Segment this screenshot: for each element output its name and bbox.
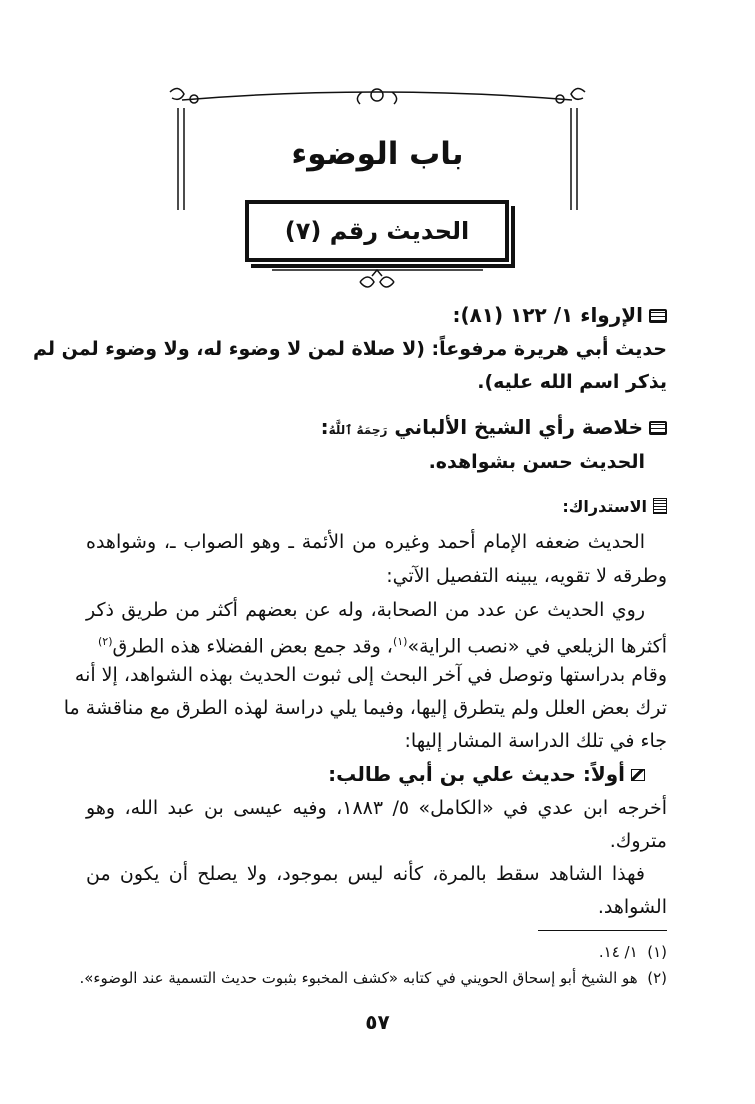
- istidrak-line-1: الحديث ضعفه الإمام أحمد وغيره من الأئمة ـ وهو الصواب ـ، وشواهده: [86, 531, 645, 553]
- summary-text: الحديث حسن بشواهده.: [428, 451, 645, 473]
- hadith-number-label: الحديث رقم (٧): [284, 217, 470, 245]
- istidrak-line-7: جاء في تلك الدراسة المشار إليها:: [404, 730, 667, 752]
- footnote-ref-1[interactable]: (١): [392, 635, 408, 648]
- note-icon: [653, 498, 667, 514]
- istidrak-line-5: وقام بدراستها وتوصل في آخر البحث إلى ثبوت الحديث بهذه الشواهد، إلا أنه: [74, 664, 667, 686]
- honorific: رَحِمَهُ ٱللَّهُ: [328, 423, 388, 437]
- footnote-1: (١) ١/ ١٤.: [598, 943, 667, 961]
- first-line-2: متروك.: [609, 830, 667, 852]
- book-icon: [649, 421, 667, 435]
- page-number: ٥٧: [365, 1010, 390, 1034]
- istidrak-heading: الاستدراك:: [86, 492, 667, 522]
- istidrak-line-4: أكثرها الزيلعي في «نصب الراية»$^{(١)}$، وقد جمع بعض الفضلاء هذه الطرق$^{(٢)}$: [97, 635, 667, 658]
- footnote-ref-2[interactable]: (٢): [97, 635, 113, 648]
- first-line-1: أخرجه ابن عدي في «الكامل» ٥/ ١٨٨٣، وفيه عيسى بن عبد الله، وهو: [86, 797, 668, 819]
- source-line-2: يذكر اسم الله عليه).: [477, 371, 667, 393]
- istidrak-line-2: وطرقه لا تقويه، يبينه التفصيل الآتي:: [386, 565, 667, 587]
- footnote-2: (٢) هو الشيخ أبو إسحاق الحويني في كتابه «كشف المخبوء بثبوت حديث التسمية عند الوضوء».: [79, 969, 667, 987]
- chapter-title: باب الوضوء: [291, 136, 464, 172]
- istidrak-line-6: ترك بعض العلل ولم يتطرق إليها، وفيما يلي دراسة لهذه الطرق مع مناقشة ما: [63, 697, 667, 719]
- pen-icon: [631, 769, 645, 781]
- summary-heading: خلاصة رأي الشيخ الألباني رَحِمَهُ ٱللَّهُ:: [86, 412, 667, 445]
- source-line-1: حديث أبي هريرة مرفوعاً: (لا صلاة لمن لا وضوء له، ولا وضوء لمن لم: [33, 338, 667, 360]
- istidrak-line-3: روي الحديث عن عدد من الصحابة، وله عن بعضهم أكثر من طريق ذكر: [86, 599, 645, 621]
- first-line-3: فهذا الشاهد سقط بالمرة، كأنه ليس بموجود، ولا يصلح أن يكون من: [86, 863, 645, 885]
- source-heading: الإرواء ١/ ١٢٢ (٨١):: [86, 300, 667, 330]
- footnote-separator: [538, 930, 667, 931]
- first-line-4: الشواهد.: [597, 896, 667, 918]
- book-icon: [649, 309, 667, 323]
- hadith-number-box: [245, 200, 509, 262]
- first-heading: أولاً: حديث علي بن أبي طالب:: [86, 759, 645, 789]
